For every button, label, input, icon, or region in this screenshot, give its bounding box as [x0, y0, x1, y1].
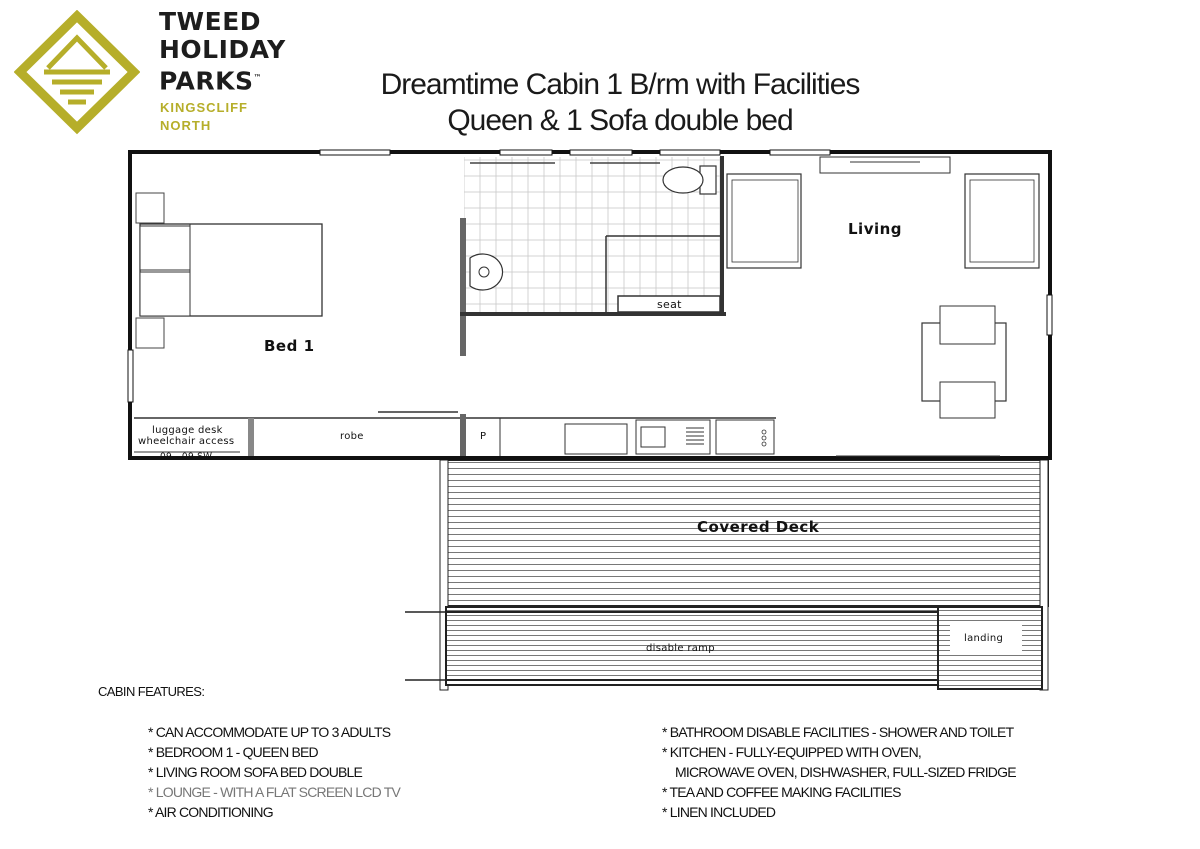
features-right-list — [662, 722, 1016, 822]
pantry-label: P — [480, 431, 487, 442]
plan-title-line-2: Queen & 1 Sofa double bed — [447, 104, 793, 137]
feature-item: * BATHROOM DISABLE FACILITIES - SHOWER AND TOILET — [662, 724, 1014, 740]
feature-item: * LINEN INCLUDED — [662, 804, 776, 820]
door-note-label: 09 - 09 SW — [160, 452, 213, 462]
cabin-features-heading: CABIN FEATURES: — [98, 684, 205, 699]
feature-item: MICROWAVE OVEN, DISHWASHER, FULL-SIZED FRIDGE — [675, 764, 1016, 780]
bed-1-label: Bed 1 — [264, 337, 315, 355]
landing-label: landing — [964, 633, 1004, 644]
logo-parks: PARKS — [159, 66, 254, 96]
logo-trademark: ™ — [253, 73, 263, 82]
ramp-label: disable ramp — [646, 643, 715, 654]
logo-sub-1: KINGSCLIFF — [160, 100, 248, 115]
living-label: Living — [848, 220, 903, 238]
seat-label: seat — [657, 298, 682, 311]
feature-item: * AIR CONDITIONING — [148, 804, 273, 820]
feature-item: * LOUNGE - WITH A FLAT SCREEN LCD TV — [148, 784, 401, 800]
feature-item: * KITCHEN - FULLY-EQUIPPED WITH OVEN, — [662, 744, 922, 760]
logo-line-1: TWEED — [159, 7, 262, 36]
features-left-list — [148, 722, 400, 822]
feature-item: * CAN ACCOMMODATE UP TO 3 ADULTS — [148, 724, 391, 740]
plan-title-line-1: Dreamtime Cabin 1 B/rm with Facilities — [380, 68, 860, 101]
toilet — [663, 167, 703, 193]
feature-item: * LIVING ROOM SOFA BED DOUBLE — [148, 764, 363, 780]
feature-item: * BEDROOM 1 - QUEEN BED — [148, 744, 318, 760]
logo-sub-2: NORTH — [160, 118, 212, 133]
robe-label: robe — [340, 431, 364, 442]
feature-item: * TEA AND COFFEE MAKING FACILITIES — [662, 784, 901, 800]
luggage-desk-label: luggage desk — [152, 425, 223, 436]
covered-deck-label: Covered Deck — [697, 518, 820, 536]
logo-line-2: HOLIDAY — [159, 35, 286, 64]
tv-unit — [820, 157, 950, 173]
basin — [470, 254, 503, 290]
wheelchair-access-label: wheelchair access — [138, 436, 235, 447]
